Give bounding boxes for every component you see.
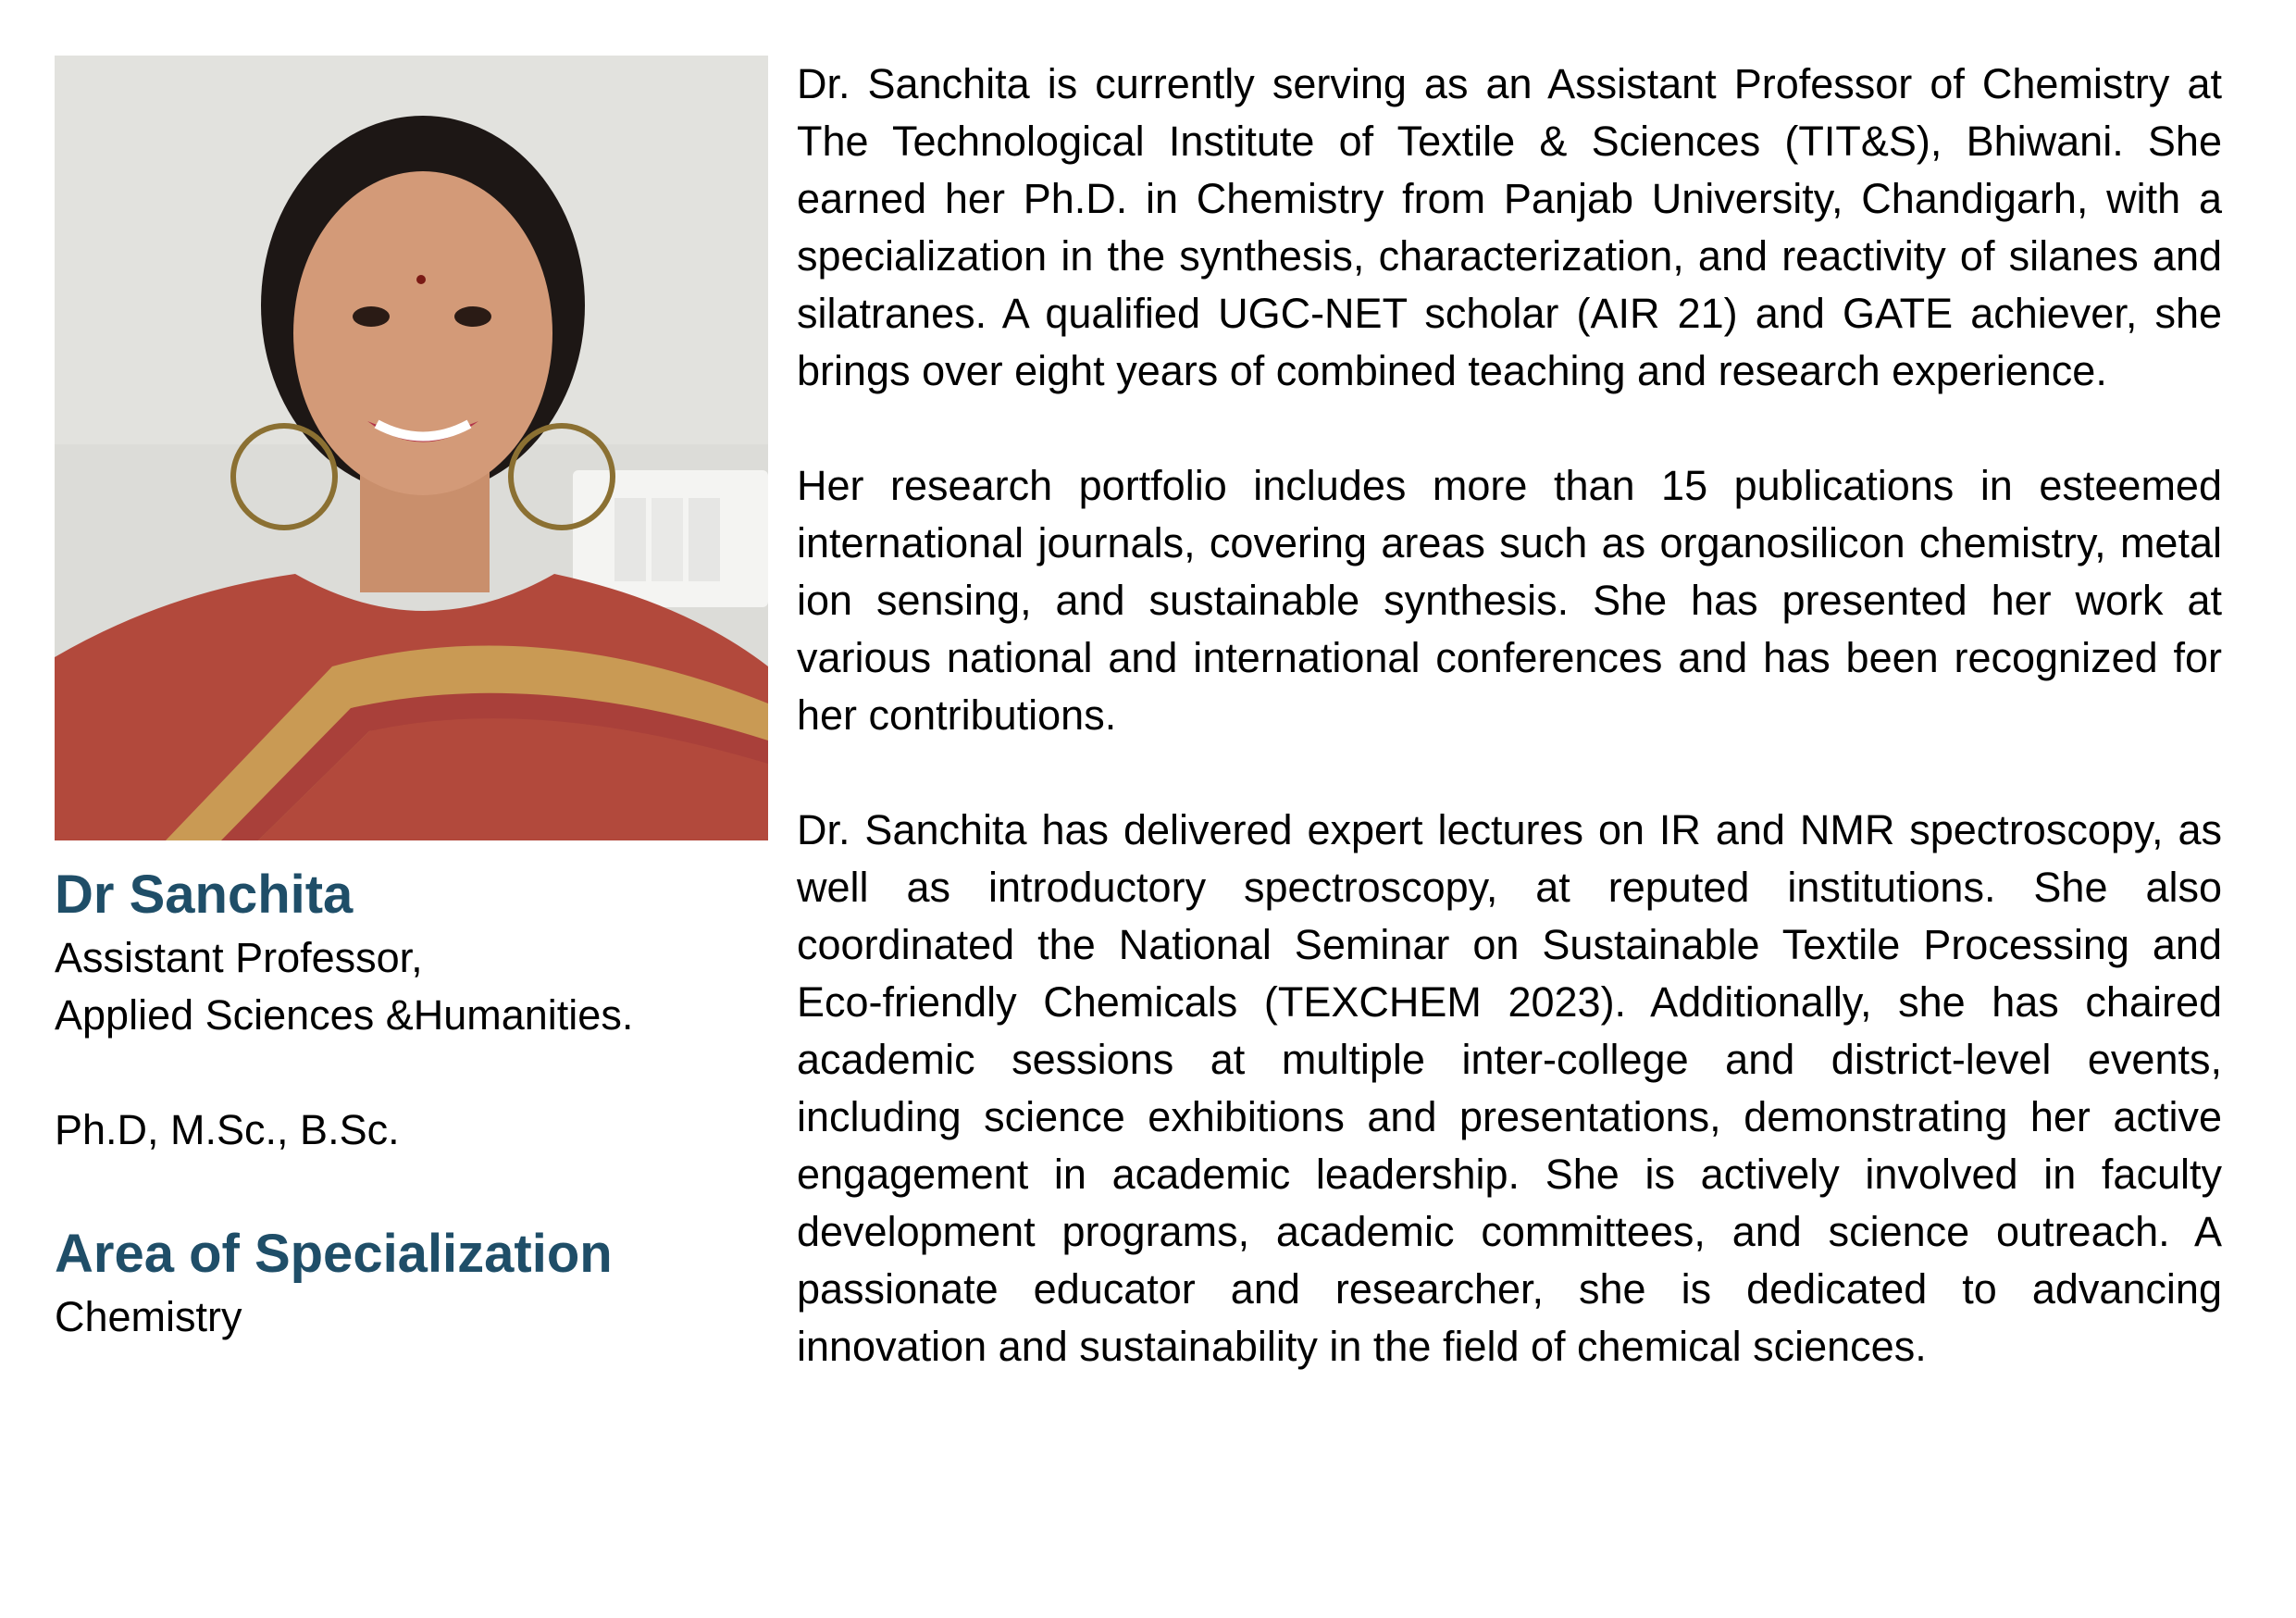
specialization-value: Chemistry (55, 1293, 242, 1340)
qualifications: Ph.D, M.Sc., B.Sc. (55, 1106, 400, 1153)
profile-summary (55, 861, 776, 1346)
biography (797, 56, 2222, 1433)
bio-paragraph: Her research portfolio includes more than 15 publications in esteemed international journals, covering areas such as organosilicon chemistry, metal ion sensing, and sustainable synthesis. She has presented her work at various national and international conferences and has been recognized for her contributions. (797, 462, 2222, 739)
profile-photo (55, 56, 768, 840)
department: Applied Sciences &Humanities. (55, 991, 634, 1039)
spacer (55, 1044, 776, 1101)
faculty-name: Dr Sanchita (55, 865, 354, 925)
bio-paragraph: Dr. Sanchita has delivered expert lectures on IR and NMR spectroscopy, as well as introductory spectroscopy, at reputed institutions. She also coordinated the National Seminar on Sustainable Textile Processing and Eco-friendly Chemicals (TEXCHEM 2023). Additionally, she has chaired academic sessions at multiple inter-college and district-level events, including science exhibitions and presentations, demonstrating her active engagement in academic leadership. She is actively involved in faculty development programs, academic committees, and science outreach. A passionate educator and researcher, she is dedicated to advancing innovation and sustainability in the field of chemical sciences. (797, 806, 2222, 1370)
spacer (55, 1159, 776, 1220)
specialization-heading: Area of Specialization (55, 1224, 613, 1284)
designation: Assistant Professor, (55, 934, 423, 981)
portrait-illustration (55, 56, 768, 840)
bio-paragraph: Dr. Sanchita is currently serving as an Assistant Professor of Chemistry at The Technological Institute of Textile & Sciences (TIT&S), Bhiwani. She earned her Ph.D. in Chemistry from Panjab University, Chandigarh, with a specialization in the synthesis, characterization, and reactivity of silanes and silatranes. A qualified UGC-NET scholar (AIR 21) and GATE achiever, she brings over eight years of combined teaching and research experience. (797, 60, 2222, 394)
